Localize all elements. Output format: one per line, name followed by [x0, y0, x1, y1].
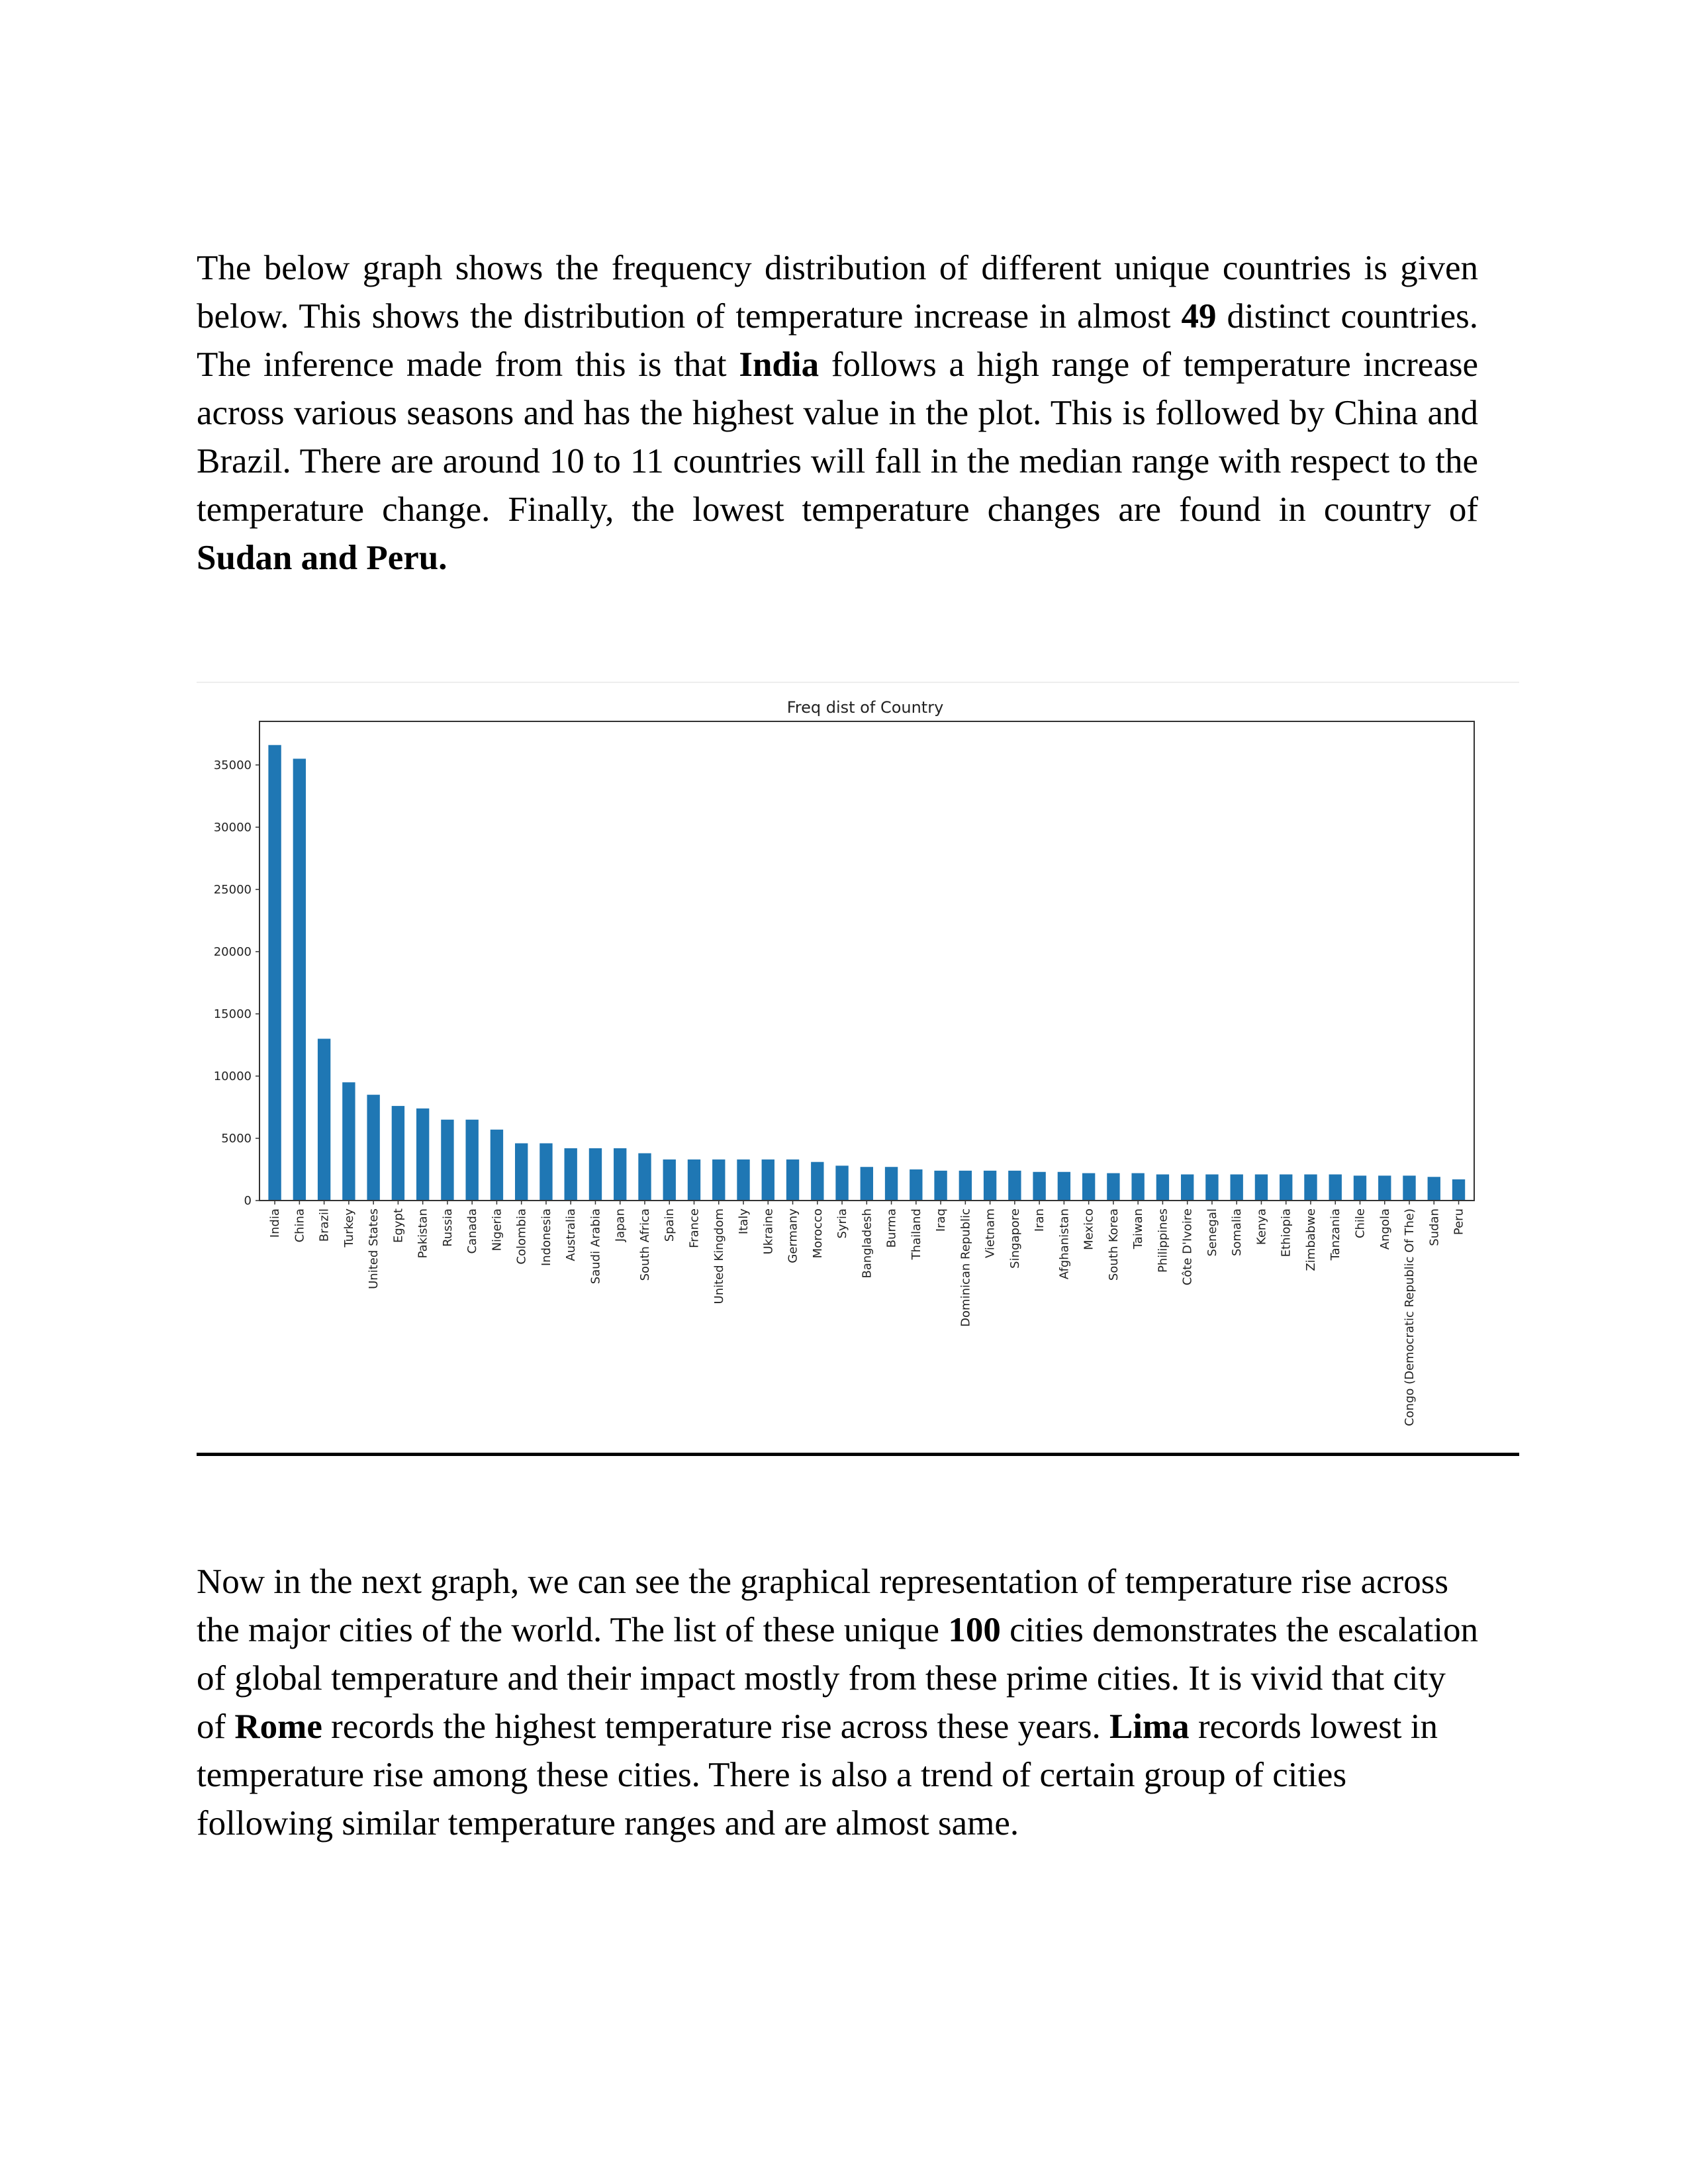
p1-bold-sudan-peru: Sudan and Peru. — [197, 539, 447, 577]
bar-italy — [737, 1160, 749, 1201]
p2-text-3: records the highest temperature rise across these years. — [322, 1707, 1109, 1746]
bar-south-africa — [638, 1154, 651, 1201]
y-tick-label: 15000 — [213, 1007, 252, 1021]
x-tick-label: France — [687, 1208, 702, 1248]
x-tick-label: Somalia — [1230, 1208, 1244, 1257]
bar-japan — [614, 1148, 626, 1201]
bar-zimbabwe — [1304, 1175, 1317, 1201]
bar-ukraine — [762, 1160, 774, 1201]
bar-bangladesh — [861, 1167, 873, 1201]
bar-philippines — [1156, 1175, 1169, 1201]
x-tick-label: Burma — [884, 1208, 899, 1248]
bar-colombia — [515, 1144, 528, 1201]
bar-thailand — [910, 1169, 922, 1201]
bar-china — [293, 758, 306, 1201]
x-tick-label: Nigeria — [490, 1208, 504, 1251]
bar-congo-democratic-republic-of-the — [1403, 1175, 1415, 1201]
bar-burma — [885, 1167, 898, 1201]
p1-text-3: follows a high range of temperature increase across various seasons and has the highest value in the plot. This is followed by China and Brazil. There are around 10 to 11 countries will fall in the median range with respect to the temperature change. Finally, the lowest temperature changes are found in country of — [197, 345, 1479, 529]
x-tick-label: Japan — [613, 1208, 628, 1242]
bar-somalia — [1231, 1175, 1243, 1201]
x-tick-label: Pakistan — [416, 1208, 430, 1259]
chart-figure — [197, 682, 1519, 1457]
x-tick-label: United States — [367, 1208, 381, 1289]
x-tick-label: Kenya — [1254, 1208, 1269, 1246]
bar-iraq — [934, 1171, 947, 1201]
p2-bold-count: 100 — [948, 1611, 1001, 1649]
x-tick-label: China — [293, 1208, 307, 1243]
x-tick-label: Tanzania — [1329, 1208, 1343, 1261]
x-tick-label: Iran — [1033, 1208, 1047, 1232]
x-tick-label: South Korea — [1106, 1208, 1121, 1281]
y-tick-label: 35000 — [213, 758, 252, 772]
bar-sudan — [1428, 1177, 1440, 1201]
x-tick-label: Colombia — [514, 1208, 529, 1265]
x-tick-label: Egypt — [391, 1208, 406, 1243]
paragraph-city-temperature — [197, 1558, 1478, 1848]
bar-united-states — [367, 1095, 379, 1201]
x-tick-label: Congo (Democratic Republic Of The) — [1403, 1208, 1417, 1427]
bar-iran — [1033, 1172, 1045, 1201]
x-tick-label: Ethiopia — [1279, 1208, 1293, 1257]
x-tick-label: Taiwan — [1131, 1208, 1146, 1250]
chart-bottom-rule — [197, 1453, 1519, 1456]
bar-vietnam — [984, 1171, 996, 1201]
x-tick-label: Mexico — [1082, 1208, 1096, 1250]
x-tick-label: Morocco — [810, 1208, 825, 1259]
x-tick-label: Syria — [835, 1208, 850, 1239]
bar-kenya — [1255, 1175, 1268, 1201]
chart-title: Freq dist of Country — [786, 698, 944, 717]
paragraph-country-distribution — [197, 244, 1478, 582]
bar-canada — [465, 1120, 478, 1201]
x-tick-label: Philippines — [1156, 1208, 1170, 1273]
x-tick-label: Australia — [564, 1208, 579, 1261]
y-tick-label: 30000 — [213, 820, 252, 835]
x-tick-label: Italy — [737, 1208, 751, 1235]
p2-bold-rome: Rome — [234, 1707, 322, 1746]
bar-russia — [441, 1120, 453, 1201]
x-tick-label: Bangladesh — [860, 1208, 874, 1279]
x-tick-label: Singapore — [1008, 1208, 1022, 1269]
p2-text-2: cities demonstrates the escalation of global temperature and their impact mostly from these prime cities. It is vivid that city of — [197, 1611, 1478, 1746]
x-tick-label: Canada — [465, 1208, 480, 1254]
x-tick-label: Germany — [786, 1208, 800, 1263]
bar-pakistan — [416, 1109, 429, 1201]
x-tick-label: Dominican Republic — [959, 1208, 973, 1327]
p2-text-1: Now in the next graph, we can see the graphical representation of temperature rise across the major cities of the world. The list of these unique — [197, 1563, 1449, 1649]
x-tick-label: Côte D'Ivoire — [1180, 1208, 1195, 1286]
p2-bold-lima: Lima — [1109, 1707, 1190, 1746]
x-tick-label: Ukraine — [761, 1208, 776, 1255]
bar-chile — [1354, 1175, 1366, 1201]
bar-brazil — [318, 1039, 330, 1201]
bar-singapore — [1008, 1171, 1021, 1201]
x-tick-label: Angola — [1378, 1208, 1392, 1250]
x-tick-label: Iraq — [934, 1208, 949, 1232]
x-tick-label: United Kingdom — [712, 1208, 726, 1304]
p1-text-1: The below graph shows the frequency distribution of different unique countries is given below. This shows the distribution of temperature increase in almost — [197, 249, 1478, 336]
y-tick-label: 20000 — [213, 944, 252, 959]
bar-australia — [565, 1148, 577, 1201]
x-tick-label: Indonesia — [539, 1208, 553, 1267]
x-tick-label: Spain — [663, 1208, 677, 1242]
x-tick-label: Russia — [440, 1208, 455, 1247]
x-tick-label: Chile — [1353, 1208, 1368, 1239]
x-tick-label: Turkey — [342, 1208, 356, 1248]
bar-morocco — [811, 1162, 823, 1201]
bar-c-te-d-ivoire — [1181, 1175, 1194, 1201]
bar-indonesia — [539, 1144, 552, 1201]
bar-germany — [786, 1160, 799, 1201]
bar-dominican-republic — [959, 1171, 972, 1201]
bar-chart — [197, 683, 1519, 1454]
bar-ethiopia — [1280, 1175, 1292, 1201]
bar-turkey — [342, 1082, 355, 1201]
bar-south-korea — [1107, 1173, 1119, 1201]
x-tick-label: India — [268, 1208, 283, 1238]
y-tick-label: 5000 — [221, 1131, 252, 1146]
y-tick-label: 10000 — [213, 1069, 252, 1083]
bar-senegal — [1205, 1175, 1218, 1201]
bar-egypt — [392, 1106, 404, 1201]
p2-text-4: records lowest in temperature rise among these cities. There is also a trend of certain group of cities following similar temperature ranges and are almost same. — [197, 1707, 1438, 1843]
x-tick-label: Brazil — [317, 1208, 332, 1242]
x-tick-label: Peru — [1452, 1208, 1466, 1236]
bar-afghanistan — [1058, 1172, 1070, 1201]
x-tick-label: Senegal — [1205, 1208, 1219, 1257]
bar-peru — [1452, 1179, 1465, 1201]
bar-syria — [835, 1165, 848, 1201]
bar-spain — [663, 1160, 676, 1201]
bar-india — [268, 745, 281, 1201]
x-tick-label: Sudan — [1427, 1208, 1442, 1246]
x-tick-label: South Africa — [637, 1208, 652, 1281]
bar-tanzania — [1329, 1175, 1342, 1201]
bar-saudi-arabia — [589, 1148, 602, 1201]
x-tick-label: Vietnam — [983, 1208, 998, 1259]
bar-united-kingdom — [712, 1160, 725, 1201]
x-tick-label: Afghanistan — [1057, 1208, 1072, 1280]
p1-bold-count: 49 — [1181, 297, 1217, 336]
x-tick-label: Zimbabwe — [1303, 1208, 1318, 1271]
bar-mexico — [1082, 1173, 1095, 1201]
bar-nigeria — [491, 1130, 503, 1201]
bar-angola — [1378, 1175, 1391, 1201]
bar-taiwan — [1131, 1173, 1144, 1201]
x-tick-label: Saudi Arabia — [588, 1208, 603, 1285]
bar-france — [688, 1160, 700, 1201]
y-tick-label: 0 — [244, 1194, 252, 1208]
x-tick-label: Thailand — [909, 1208, 923, 1260]
p1-bold-india: India — [739, 345, 820, 384]
p1-text-2: distinct countries. The inference made from this is that — [197, 297, 1479, 384]
y-tick-label: 25000 — [213, 882, 252, 897]
